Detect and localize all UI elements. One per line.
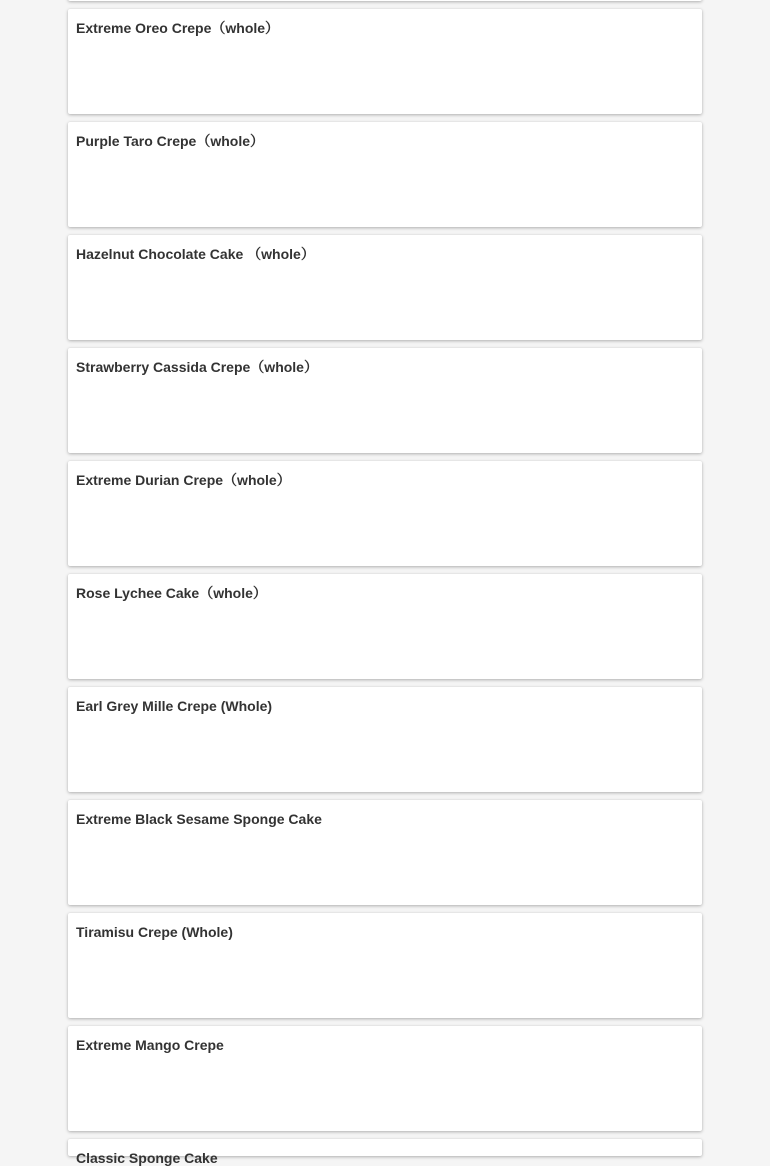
product-name: Extreme Mango Crepe	[76, 1037, 224, 1053]
product-card[interactable]	[68, 1026, 702, 1131]
product-card[interactable]	[68, 687, 702, 792]
product-card[interactable]	[68, 0, 702, 1]
product-name: Extreme Oreo Crepe（whole）	[76, 20, 280, 36]
product-card[interactable]	[68, 348, 702, 453]
product-name: Purple Taro Crepe（whole）	[76, 133, 264, 149]
product-card[interactable]	[68, 1139, 702, 1166]
product-card[interactable]	[68, 800, 702, 905]
product-name: Extreme Black Sesame Sponge Cake	[76, 811, 322, 827]
product-card[interactable]	[68, 235, 702, 340]
product-card[interactable]	[68, 574, 702, 679]
product-name: Rose Lychee Cake（whole）	[76, 585, 267, 601]
product-card[interactable]	[68, 913, 702, 1018]
product-card[interactable]	[68, 122, 702, 227]
product-name: Hazelnut Chocolate Cake （whole）	[76, 246, 315, 262]
product-name: Earl Grey Mille Crepe (Whole)	[76, 698, 273, 714]
product-card[interactable]	[68, 461, 702, 566]
product-name: Extreme Durian Crepe（whole）	[76, 472, 291, 488]
product-name: Tiramisu Crepe (Whole)	[76, 924, 233, 940]
product-card[interactable]	[68, 9, 702, 114]
product-name: Classic Sponge Cake	[76, 1150, 218, 1166]
product-name: Strawberry Cassida Crepe（whole）	[76, 359, 318, 375]
